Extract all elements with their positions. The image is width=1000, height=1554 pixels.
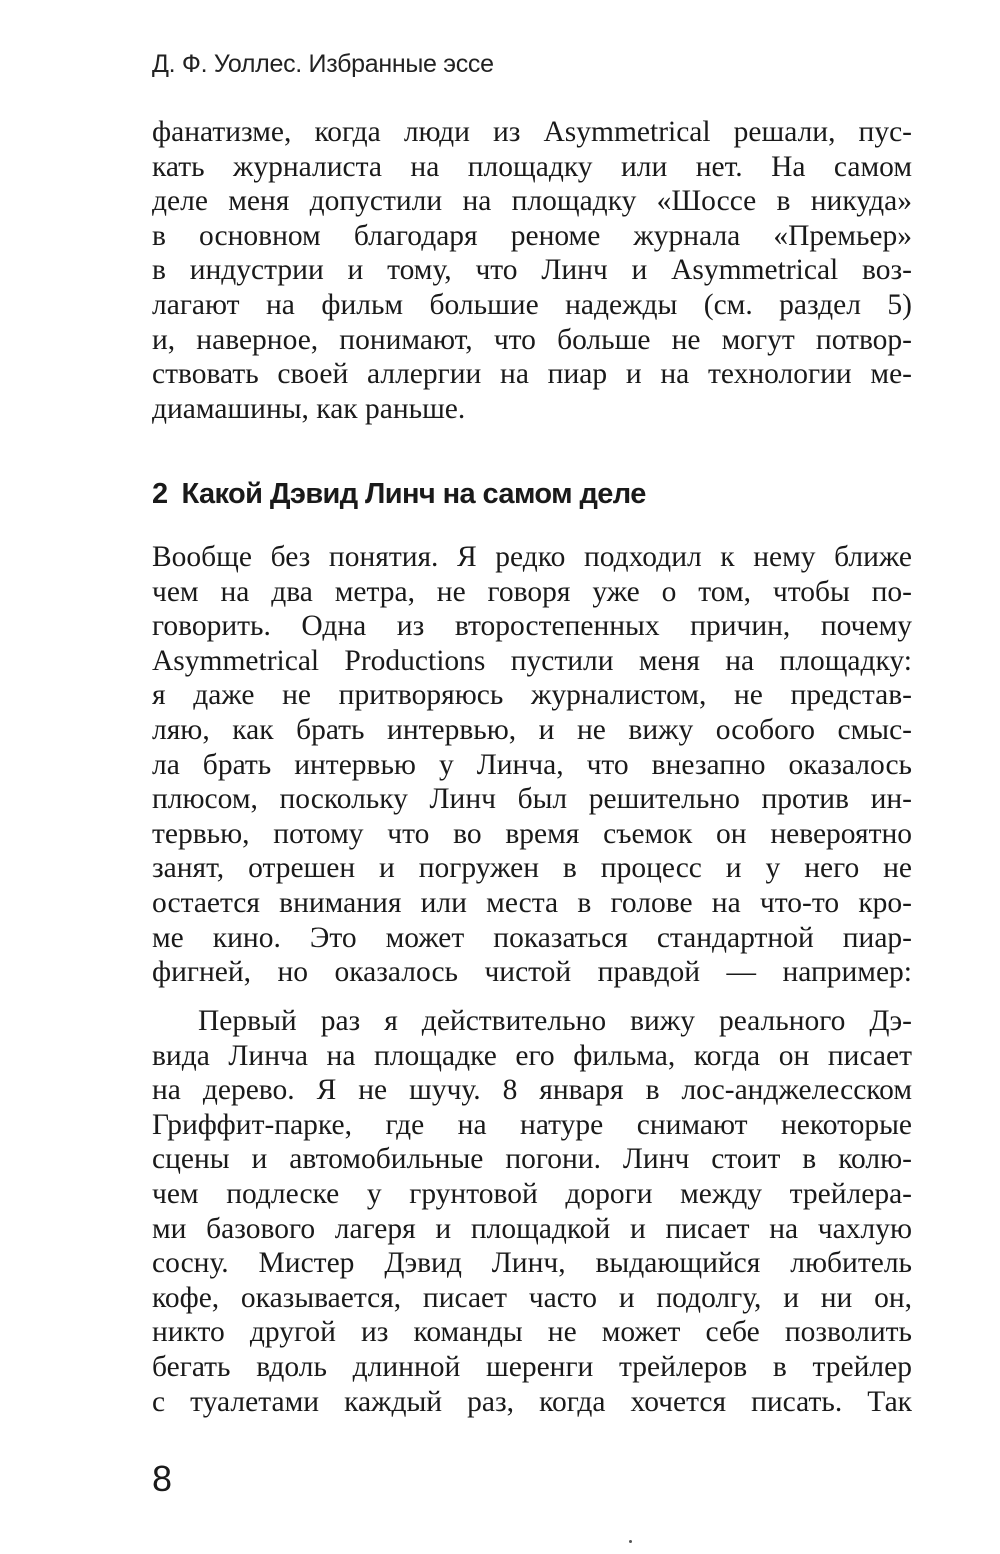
text-line: кофе, оказывается, писает часто и подолгу, и ни он, — [152, 1281, 912, 1314]
text-line: лагают на фильм большие надежды (см. раздел 5) — [152, 288, 912, 321]
text-line: ми базового лагеря и площадкой и писает на чахлую — [152, 1212, 912, 1245]
text-line: в индустрии и тому, что Линч и Asymmetrical воз- — [152, 254, 912, 287]
section-title: Какой Дэвид Линч на самом деле — [181, 478, 646, 510]
text-line: чем на два метра, не говоря уже о том, чтобы по- — [152, 575, 912, 608]
text-line: я даже не притворяюсь журналистом, не представ- — [152, 679, 912, 712]
text-line: Asymmetrical Productions пустили меня на площадку: — [152, 644, 912, 677]
text-line: сосну. Мистер Дэвид Линч, выдающийся любитель — [152, 1247, 912, 1280]
text-line: бегать вдоль длинной шеренги трейлеров в трейлер — [152, 1350, 912, 1383]
text-line: занят, отрешен и погружен в процесс и у него не — [152, 852, 912, 885]
text-line: тервью, потому что во время съемок он невероятно — [152, 817, 912, 850]
paragraph-block-3 — [152, 1004, 912, 1419]
text-line: ствовать своей аллергии на пиар и на технологии ме- — [152, 358, 912, 391]
paragraph-block-2 — [152, 540, 912, 990]
text-line: никто другой из команды не может себе позволить — [152, 1316, 912, 1349]
text-line: кать журналиста на площадку или нет. На самом — [152, 150, 912, 183]
text-line: в основном благодаря реноме журнала «Премьер» — [152, 219, 912, 252]
section-heading — [152, 478, 646, 511]
text-line: сцены и автомобильные погони. Линч стоит в колю- — [152, 1143, 912, 1176]
text-line: остается внимания или места в голове на что-то кро- — [152, 886, 912, 919]
page-number: 8 — [152, 1458, 173, 1499]
text-line: вида Линча на площадке его фильма, когда он писает — [152, 1039, 912, 1072]
text-line: диамашины, как раньше. — [152, 392, 466, 425]
running-head: Д. Ф. Уоллес. Избранные эссе — [152, 50, 494, 78]
text-line: и, наверное, понимают, что больше не могут потвор- — [152, 323, 912, 356]
print-speck — [629, 1540, 632, 1543]
text-line: чем подлеске у грунтовой дороги между трейлера- — [152, 1177, 912, 1210]
text-line: на дерево. Я не шучу. 8 января в лос-анджелесском — [152, 1074, 912, 1107]
text-line: Вообще без понятия. Я редко подходил к нему ближе — [152, 541, 912, 573]
text-line: Первый раз я действительно вижу реального Дэ- — [198, 1005, 912, 1037]
text-line: ме кино. Это может показаться стандартной пиар- — [152, 921, 912, 954]
paragraph-block-1 — [152, 115, 912, 426]
text-line: фигней, но оказалось чистой правдой — например: — [152, 956, 912, 989]
section-number: 2 — [152, 478, 168, 510]
text-line: фанатизме, когда люди из Asymmetrical решали, пус- — [152, 116, 912, 148]
text-line: с туалетами каждый раз, когда хочется писать. Так — [152, 1385, 912, 1418]
text-line: Гриффит-парке, где на натуре снимают некоторые — [152, 1108, 912, 1141]
text-line: деле меня допустили на площадку «Шоссе в никуда» — [152, 185, 912, 218]
text-line: ла брать интервью у Линча, что внезапно оказалось — [152, 748, 912, 781]
text-line: ляю, как брать интервью, и не вижу особого смыс- — [152, 713, 912, 746]
text-line: плюсом, поскольку Линч был решительно против ин- — [152, 783, 912, 816]
text-line: говорить. Одна из второстепенных причин, почему — [152, 610, 912, 643]
